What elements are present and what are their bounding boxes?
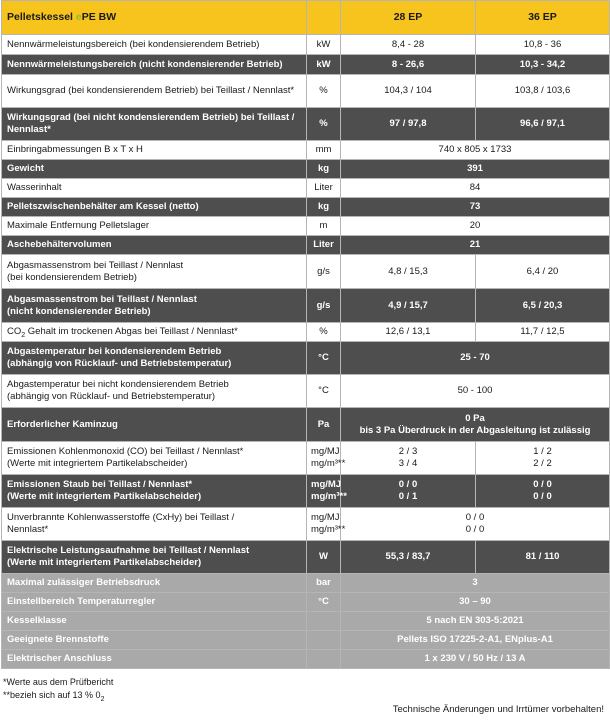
table-row: [2, 650, 610, 669]
title-eco-letter: e: [75, 10, 82, 23]
value-28ep: 55,3 / 83,7: [341, 541, 476, 574]
value-line: 2 / 3: [398, 446, 418, 458]
table-row: [2, 631, 610, 650]
param-label: [2, 323, 307, 342]
value-shared: 30 – 90: [341, 593, 610, 612]
param-label: Erforderlicher Kaminzug: [2, 408, 307, 442]
value-36ep: [476, 442, 610, 475]
value-shared: [341, 408, 610, 442]
param-label: [2, 255, 307, 289]
unit-label: Liter: [307, 236, 341, 255]
table-row: [2, 108, 610, 141]
table-row: [2, 75, 610, 108]
param-line: Emissionen Kohlenmonoxid (CO) bei Teillast / Nennlast*: [7, 446, 244, 458]
param-line: Nennlast*: [7, 524, 49, 535]
unit-label: Liter: [307, 179, 341, 198]
table-row: [2, 342, 610, 375]
table-row: [2, 35, 610, 55]
unit-label: mm: [307, 141, 341, 160]
unit-label: g/s: [307, 289, 341, 323]
unit-label: kW: [307, 35, 341, 55]
value-36ep: 10,3 - 34,2: [476, 55, 610, 75]
title-prefix: Pelletskessel: [7, 10, 76, 23]
value-28ep: 4,8 / 15,3: [341, 255, 476, 289]
param-label: Geeignete Brennstoffe: [2, 631, 307, 650]
unit-label: [307, 612, 341, 631]
value-36ep: 10,8 - 36: [476, 35, 610, 55]
param-label: [2, 508, 307, 541]
param-label: Wasserinhalt: [2, 179, 307, 198]
unit-label: kW: [307, 55, 341, 75]
param-label: Nennwärmeleistungsbereich (nicht kondensierender Betrieb): [2, 55, 307, 75]
value-36ep: 96,6 / 97,1: [476, 108, 610, 141]
value-line: 0 / 0: [465, 524, 485, 535]
subscript-2: 2: [21, 331, 26, 339]
value-28ep: 12,6 / 13,1: [341, 323, 476, 342]
value-36ep: 6,4 / 20: [476, 255, 610, 289]
param-line: Abgastemperatur bei kondensierendem Betrieb: [7, 346, 222, 358]
param-line: Abgasmassenstrom bei Teillast / Nennlast: [7, 259, 184, 271]
unit-line: mg/m³**: [311, 491, 347, 502]
value-shared: 5 nach EN 303-5:2021: [341, 612, 610, 631]
param-label: [2, 342, 307, 375]
footnote-text: **bezieh sich auf 13 % 0: [3, 690, 101, 700]
param-label: [2, 541, 307, 574]
unit-label: %: [307, 75, 341, 108]
table-row: [2, 179, 610, 198]
table-row: [2, 323, 610, 342]
value-line: 0 / 1: [398, 491, 418, 502]
table-row: [2, 593, 610, 612]
value-36ep: 6,5 / 20,3: [476, 289, 610, 323]
param-line: Emissionen Staub bei Teillast / Nennlast*: [7, 479, 193, 491]
value-line: 0 Pa: [465, 412, 485, 424]
disclaimer: Technische Änderungen und Irrtümer vorbehalten!: [392, 704, 604, 715]
value-28ep: 104,3 / 104: [341, 75, 476, 108]
unit-label: °C: [307, 375, 341, 408]
param-label: [2, 375, 307, 408]
value-shared: 391: [341, 160, 610, 179]
param-label: Elektrischer Anschluss: [2, 650, 307, 669]
unit-label: [307, 475, 347, 508]
param-label: [2, 475, 307, 508]
value-28ep: 8,4 - 28: [341, 35, 476, 55]
table-row: [2, 574, 610, 593]
table-row: [2, 217, 610, 236]
unit-label: [307, 631, 341, 650]
param-line: Abgasmassenstrom bei Teillast / Nennlast: [7, 293, 197, 305]
table-row: [2, 141, 610, 160]
table-row: [2, 508, 610, 541]
unit-label: kg: [307, 160, 341, 179]
value-line: bis 3 Pa Überdruck in der Abgasleitung ist zulässig: [359, 424, 591, 436]
param-line: (Werte mit integriertem Partikelabscheider): [7, 557, 202, 568]
unit-label: %: [307, 108, 341, 141]
header-col-28ep: 28 EP: [341, 1, 476, 35]
table-row: [2, 289, 610, 323]
param-line: Unverbrannte Kohlenwasserstoffe (CxHy) bei Teillast /: [7, 512, 235, 524]
title-suffix: PE BW: [81, 10, 117, 23]
param-text: CO: [7, 326, 22, 338]
value-28ep: 4,9 / 15,7: [341, 289, 476, 323]
footnote-test-report: *Werte aus dem Prüfbericht: [3, 677, 114, 687]
value-28ep: [341, 475, 476, 508]
param-label: Einstellbereich Temperaturregler: [2, 593, 307, 612]
param-label: Aschebehältervolumen: [2, 236, 307, 255]
unit-label: [307, 650, 341, 669]
unit-label: m: [307, 217, 341, 236]
unit-label: °C: [307, 593, 341, 612]
param-label: Maximale Entfernung Pelletslager: [2, 217, 307, 236]
value-shared: [341, 508, 610, 541]
value-shared: 84: [341, 179, 610, 198]
value-shared: 21: [341, 236, 610, 255]
unit-label: g/s: [307, 255, 341, 289]
table-row: [2, 236, 610, 255]
table-row: [2, 408, 610, 442]
table-row: [2, 255, 610, 289]
param-line: (bei kondensierendem Betrieb): [7, 271, 137, 283]
footnotes: [3, 676, 113, 702]
unit-label: %: [307, 323, 341, 342]
value-line: 0 / 0: [533, 479, 552, 491]
unit-line: mg/m³**: [311, 524, 346, 535]
unit-line: mg/MJ: [311, 512, 340, 524]
value-28ep: [341, 442, 476, 475]
param-line: (Werte mit integriertem Partikelabscheider): [7, 491, 202, 502]
header-col-36ep: 36 EP: [476, 1, 610, 35]
value-line: 0 / 0: [465, 512, 485, 524]
table-header-row: [2, 1, 610, 35]
unit-label: W: [307, 541, 341, 574]
unit-label: [307, 442, 346, 475]
table-row: [2, 541, 610, 574]
param-label: [2, 442, 307, 475]
table-row: [2, 375, 610, 408]
unit-label: °C: [307, 342, 341, 375]
value-36ep: 103,8 / 103,6: [476, 75, 610, 108]
value-36ep: [476, 475, 610, 508]
value-shared: 3: [341, 574, 610, 593]
param-line: (Werte mit integriertem Partikelabscheider): [7, 458, 188, 469]
value-line: 2 / 2: [533, 458, 552, 469]
unit-line: mg/MJ: [311, 479, 342, 491]
value-line: 0 / 0: [533, 491, 552, 502]
unit-label: Pa: [307, 408, 341, 442]
table-row: [2, 475, 610, 508]
value-line: 3 / 4: [398, 458, 418, 469]
param-line: (abhängig von Rücklauf- und Betriebstemperatur): [7, 358, 232, 369]
table-row: [2, 612, 610, 631]
value-line: 1 / 2: [533, 446, 552, 458]
param-label: Wirkungsgrad (bei nicht kondensierendem Betrieb) bei Teillast / Nennlast*: [2, 108, 307, 141]
unit-line: mg/m³**: [311, 458, 346, 469]
product-title: [2, 1, 307, 35]
value-36ep: 11,7 / 12,5: [476, 323, 610, 342]
value-shared: 50 - 100: [341, 375, 610, 408]
value-shared: 25 - 70: [341, 342, 610, 375]
unit-label: kg: [307, 198, 341, 217]
value-shared: Pellets ISO 17225-2-A1, ENplus-A1: [341, 631, 610, 650]
table-row: [2, 198, 610, 217]
unit-line: mg/MJ: [311, 446, 340, 458]
param-label: Nennwärmeleistungsbereich (bei kondensierendem Betrieb): [2, 35, 307, 55]
param-label: Einbringabmessungen B x T x H: [2, 141, 307, 160]
value-28ep: 97 / 97,8: [341, 108, 476, 141]
param-line: Elektrische Leistungsaufnahme bei Teillast / Nennlast: [7, 545, 250, 557]
table-row: [2, 160, 610, 179]
param-label: Gewicht: [2, 160, 307, 179]
param-label: [2, 289, 307, 323]
unit-label: [307, 508, 346, 541]
param-label: Kesselklasse: [2, 612, 307, 631]
table-row: [2, 55, 610, 75]
value-shared: 740 x 805 x 1733: [341, 141, 610, 160]
header-unit-cell: [307, 1, 341, 35]
param-line: (abhängig von Rücklauf- und Betriebstemperatur): [7, 391, 216, 402]
table-row: [2, 442, 610, 475]
unit-label: bar: [307, 574, 341, 593]
spec-table: [1, 0, 610, 669]
footnote-oxygen-reference: [3, 689, 113, 702]
value-28ep: 8 - 26,6: [341, 55, 476, 75]
value-line: 0 / 0: [398, 479, 418, 491]
param-label: Wirkungsgrad (bei kondensierendem Betrieb) bei Teillast / Nennlast*: [2, 75, 307, 108]
value-shared: 20: [341, 217, 610, 236]
param-line: (nicht kondensierender Betrieb): [7, 305, 151, 317]
param-label: Pelletszwischenbehälter am Kessel (netto): [2, 198, 307, 217]
value-shared: 1 x 230 V / 50 Hz / 13 A: [341, 650, 610, 669]
value-36ep: 81 / 110: [476, 541, 610, 574]
param-text: Gehalt im trockenen Abgas bei Teillast / Nennlast*: [25, 326, 238, 338]
param-line: Abgastemperatur bei nicht kondensierendem Betrieb: [7, 379, 229, 391]
param-label: Maximal zulässiger Betriebsdruck: [2, 574, 307, 593]
value-shared: 73: [341, 198, 610, 217]
subscript-2: 2: [100, 695, 105, 703]
